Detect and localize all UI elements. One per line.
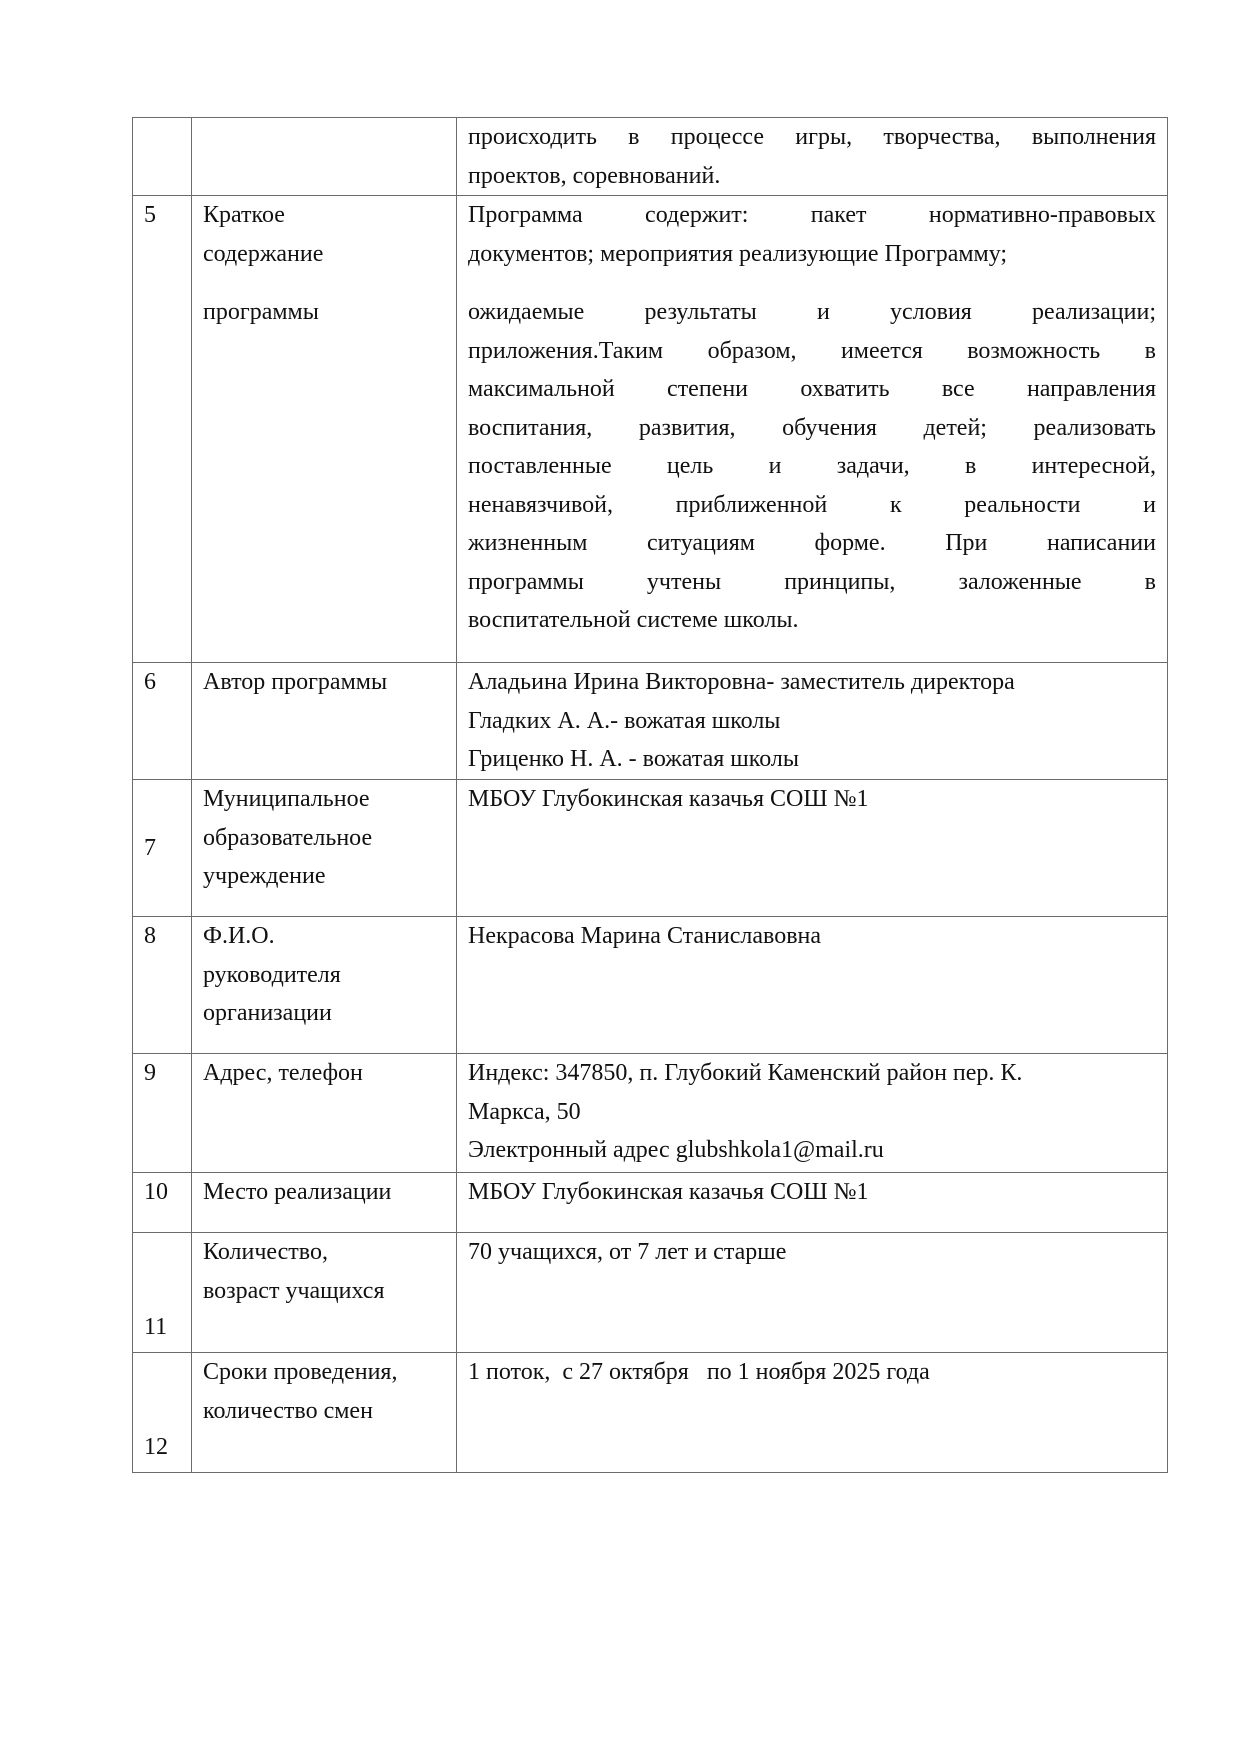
value-line: происходить в процессе игры, творчества, выполнения bbox=[468, 124, 1156, 150]
row-number: 8 bbox=[133, 917, 192, 1054]
table-row bbox=[133, 1054, 1168, 1173]
value-line: Программа содержит: пакет нормативно-правовых bbox=[468, 202, 1156, 228]
value-line: воспитания, развития, обучения детей; реализовать bbox=[468, 414, 1156, 441]
row-label bbox=[192, 780, 457, 917]
row-label bbox=[192, 1054, 457, 1173]
label-line: содержание bbox=[203, 240, 324, 267]
label-line: учреждение bbox=[203, 863, 326, 889]
value-line: жизненным ситуациям форме. При написании bbox=[468, 530, 1156, 556]
value-line: 1 поток, с 27 октября по 1 ноября 2025 года bbox=[468, 1359, 930, 1385]
value-line: МБОУ Глубокинская казачья СОШ №1 bbox=[468, 1179, 869, 1205]
row-number: 10 bbox=[133, 1173, 192, 1233]
row-label bbox=[192, 1353, 457, 1473]
label-line: Адрес, телефон bbox=[203, 1060, 363, 1086]
row-value bbox=[457, 663, 1168, 780]
label-line: Ф.И.О. bbox=[203, 923, 275, 949]
label-line: количество смен bbox=[203, 1397, 373, 1424]
row-value bbox=[457, 1173, 1168, 1233]
value-line: 70 учащихся, от 7 лет и старше bbox=[468, 1239, 787, 1265]
row-number: 5 bbox=[133, 196, 192, 663]
value-line: Электронный адрес glubshkola1@mail.ru bbox=[468, 1137, 884, 1163]
value-line: документов; мероприятия реализующие Программу; bbox=[468, 240, 1008, 267]
table-row bbox=[133, 1233, 1168, 1353]
value-line: Аладьина Ирина Викторовна- заместитель директора bbox=[468, 669, 1015, 695]
row-label bbox=[192, 196, 457, 663]
label-line: Краткое bbox=[203, 202, 285, 228]
row-value bbox=[457, 196, 1168, 663]
value-line: программы учтены принципы, заложенные в bbox=[468, 568, 1156, 595]
row-label bbox=[192, 1173, 457, 1233]
label-line: возраст учащихся bbox=[203, 1277, 385, 1304]
value-line: воспитательной системе школы. bbox=[468, 607, 799, 633]
row-number: 7 bbox=[133, 780, 192, 917]
label-line: образовательное bbox=[203, 824, 373, 851]
value-line: Гладких А. А.- вожатая школы bbox=[468, 707, 781, 734]
table-row bbox=[133, 1353, 1168, 1473]
row-value bbox=[457, 1353, 1168, 1473]
label-line: Муниципальное bbox=[203, 786, 370, 812]
label-line: руководителя bbox=[203, 961, 341, 988]
value-line: ненавязчивой, приближенной к реальности и bbox=[468, 491, 1156, 518]
value-line: приложения.Таким образом, имеется возможность в bbox=[468, 337, 1156, 364]
row-value bbox=[457, 1054, 1168, 1173]
program-passport-table bbox=[132, 117, 1168, 1473]
value-line: Маркса, 50 bbox=[468, 1098, 581, 1125]
label-line: Сроки проведения, bbox=[203, 1359, 398, 1385]
label-line: программы bbox=[203, 299, 319, 325]
label-line: Количество, bbox=[203, 1239, 328, 1265]
value-line: максимальной степени охватить все направления bbox=[468, 376, 1156, 402]
table-row bbox=[133, 1173, 1168, 1233]
table-row bbox=[133, 196, 1168, 663]
label-line: Автор программы bbox=[203, 669, 388, 695]
value-line: ожидаемые результаты и условия реализации; bbox=[468, 299, 1156, 325]
value-line: Индекс: 347850, п. Глубокий Каменский район пер. К. bbox=[468, 1060, 1023, 1086]
row-value bbox=[457, 780, 1168, 917]
value-line: Некрасова Марина Станиславовна bbox=[468, 923, 822, 949]
row-label bbox=[192, 917, 457, 1054]
table-row bbox=[133, 663, 1168, 780]
value-line: проектов, соревнований. bbox=[468, 162, 721, 189]
row-label bbox=[192, 118, 457, 196]
row-number: 12 bbox=[133, 1353, 192, 1473]
label-line: Место реализации bbox=[203, 1179, 392, 1205]
row-value bbox=[457, 118, 1168, 196]
row-label bbox=[192, 1233, 457, 1353]
row-number: 6 bbox=[133, 663, 192, 780]
table-row bbox=[133, 780, 1168, 917]
row-number: 9 bbox=[133, 1054, 192, 1173]
table-row bbox=[133, 118, 1168, 196]
value-line: МБОУ Глубокинская казачья СОШ №1 bbox=[468, 786, 869, 812]
row-number: 11 bbox=[133, 1233, 192, 1353]
row-value bbox=[457, 1233, 1168, 1353]
row-label bbox=[192, 663, 457, 780]
table-row bbox=[133, 917, 1168, 1054]
row-number bbox=[133, 118, 192, 196]
label-line: организации bbox=[203, 1000, 332, 1026]
value-line: Гриценко Н. А. - вожатая школы bbox=[468, 746, 800, 772]
row-value bbox=[457, 917, 1168, 1054]
value-line: поставленные цель и задачи, в интересной, bbox=[468, 453, 1156, 479]
